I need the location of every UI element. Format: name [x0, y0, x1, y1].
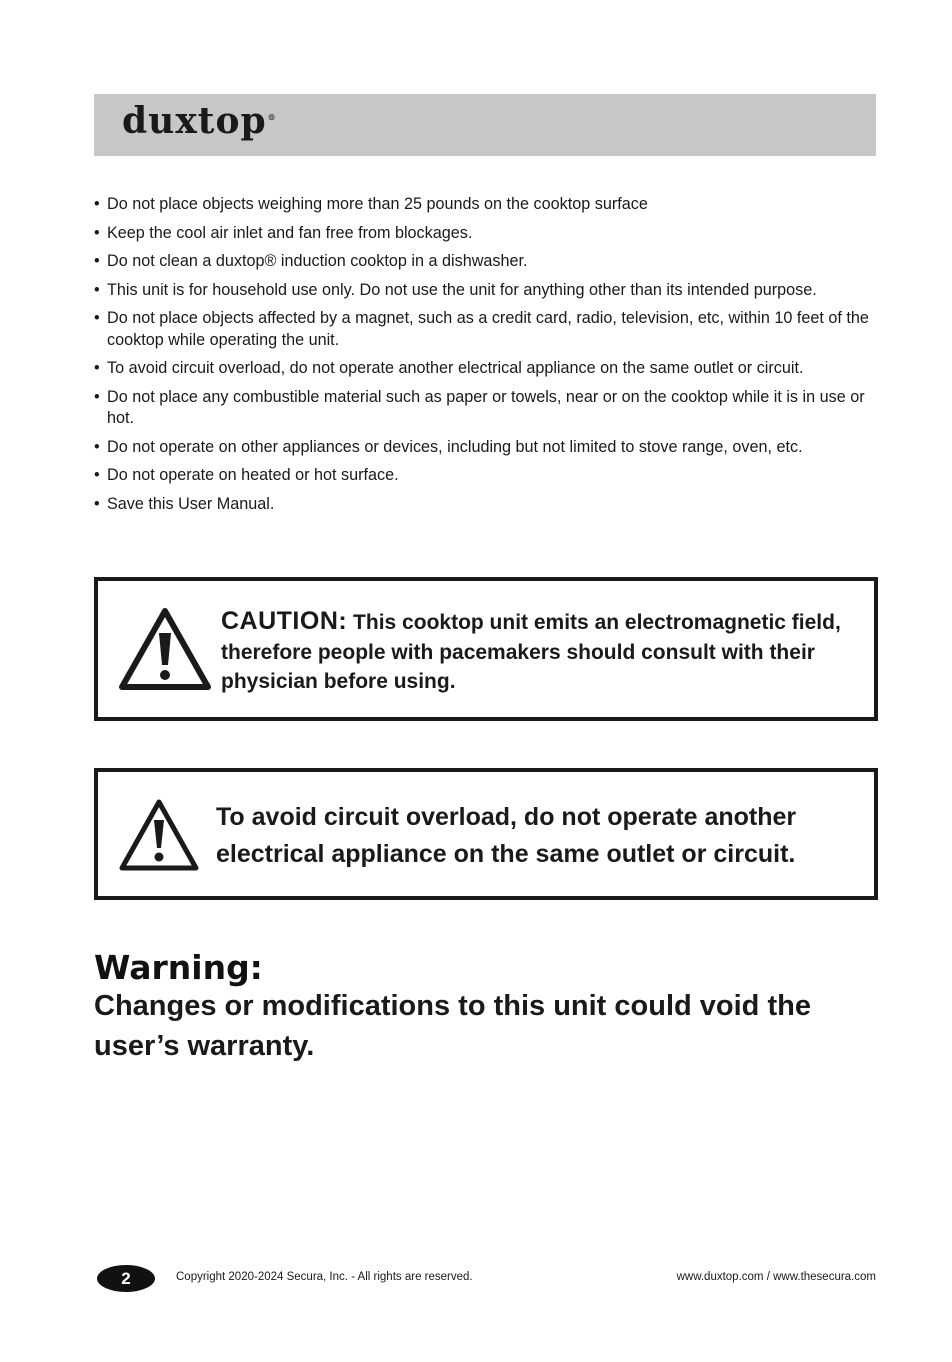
- caution-box: [94, 577, 878, 721]
- list-item: • This unit is for household use only. Do not use the unit for anything other than its intended purpose.: [94, 280, 884, 302]
- caution-message: This cooktop unit emits an electromagnetic field, therefore people with pacemakers should consult with their physician before using.: [221, 611, 841, 693]
- overload-text: To avoid circuit overload, do not operate another electrical appliance on the same outlet or circuit.: [216, 803, 797, 868]
- list-item: • To avoid circuit overload, do not operate another electrical appliance on the same outlet or circuit.: [94, 358, 884, 380]
- list-item: • Do not place objects weighing more than 25 pounds on the cooktop surface: [94, 194, 884, 216]
- list-item: • Keep the cool air inlet and fan free from blockages.: [94, 223, 884, 245]
- registered-mark: ®: [267, 112, 277, 122]
- warning-body: Changes or modifications to this unit could void the user’s warranty.: [94, 990, 811, 1062]
- overload-box: [94, 768, 878, 900]
- header-band: [94, 94, 876, 156]
- brand-logo: [122, 100, 277, 142]
- warning-title: Warning:: [94, 948, 263, 987]
- page-number-badge: 2: [97, 1265, 155, 1292]
- list-item: • Save this User Manual.: [94, 494, 884, 516]
- copyright-text: Copyright 2020-2024 Secura, Inc. - All rights are reserved.: [176, 1271, 473, 1283]
- safety-list: [94, 194, 884, 522]
- caution-label: CAUTION:: [221, 607, 348, 635]
- list-item: • Do not operate on other appliances or devices, including but not limited to stove range, oven, etc.: [94, 437, 884, 459]
- website-text: www.duxtop.com / www.thesecura.com: [676, 1271, 876, 1283]
- list-item: • Do not place objects affected by a magnet, such as a credit card, radio, television, etc, within 10 feet of the cooktop while operating the unit.: [94, 308, 884, 351]
- warning-triangle-icon: [118, 798, 200, 872]
- list-item: • Do not place any combustible material such as paper or towels, near or on the cooktop while it is in use or hot.: [94, 387, 884, 430]
- caution-text: [221, 607, 861, 697]
- logo-text: duxtop: [122, 100, 267, 142]
- list-item: • Do not clean a duxtop® induction cooktop in a dishwasher.: [94, 251, 884, 273]
- warning-triangle-icon: [118, 607, 212, 691]
- list-item: • Do not operate on heated or hot surface.: [94, 465, 884, 487]
